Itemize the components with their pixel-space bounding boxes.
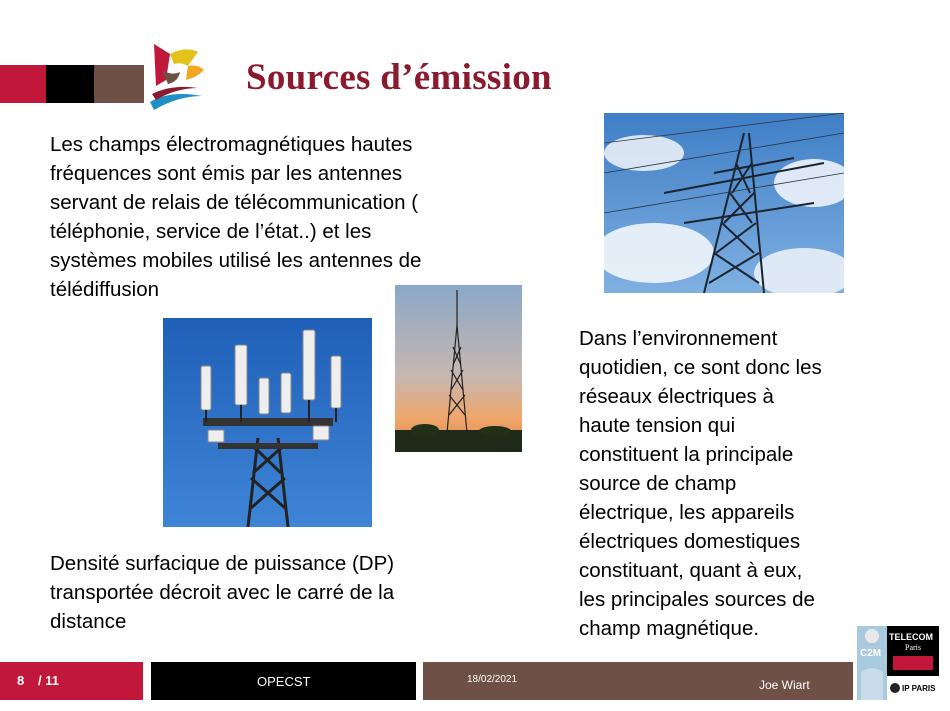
footer-page-block [0,662,143,700]
header-block-brown [94,65,144,103]
paragraph-bottom: Densité surfacique de puissance (DP) transportée décroit avec le carré de la distance [50,552,395,633]
broadcast-tower-photo [395,285,522,452]
telecom-paris-logo [887,626,939,676]
ip-paris-logo [887,678,939,700]
telecom-logo-emblem [893,656,933,670]
ip-paris-emblem [890,683,900,693]
footer-event: OPECST [257,674,311,689]
page-number: 8 [17,673,25,688]
power-pylon-photo [604,113,844,293]
footer-info-block [423,662,853,700]
footer-event-block [151,662,416,700]
c2m-logo [857,626,887,700]
header-block-black [46,65,94,103]
telecom-logo-name: TELECOM [889,632,933,642]
organization-logo [148,40,210,112]
ip-paris-text: IP PARIS [902,684,936,693]
header-block-red [0,65,46,103]
paragraph-top: Les champs électromagnétiques hautes fréquences sont émis par les antennes servant de relais de télécommunication ( téléphonie, service de l’état..) et les systèmes mobiles utilisé les antennes de télédiffusion [50,133,422,301]
slide-title: Sources d’émission [246,57,552,98]
cell-antenna-photo [163,318,372,527]
footer-date: 18/02/2021 [467,674,518,685]
paragraph-right: Dans l’environnement quotidien, ce sont donc les réseaux électriques à haute tension qui constituent la principale source de champ électrique, les appareils électriques domestiques constituant, quant à eux, les principales sources de champ magnétique. [579,327,822,640]
page-total: / 11 [38,673,59,688]
footer-author: Joe Wiart [759,678,810,692]
telecom-logo-city: Paris [905,643,921,652]
c2m-logo-text: C2M [860,648,882,659]
